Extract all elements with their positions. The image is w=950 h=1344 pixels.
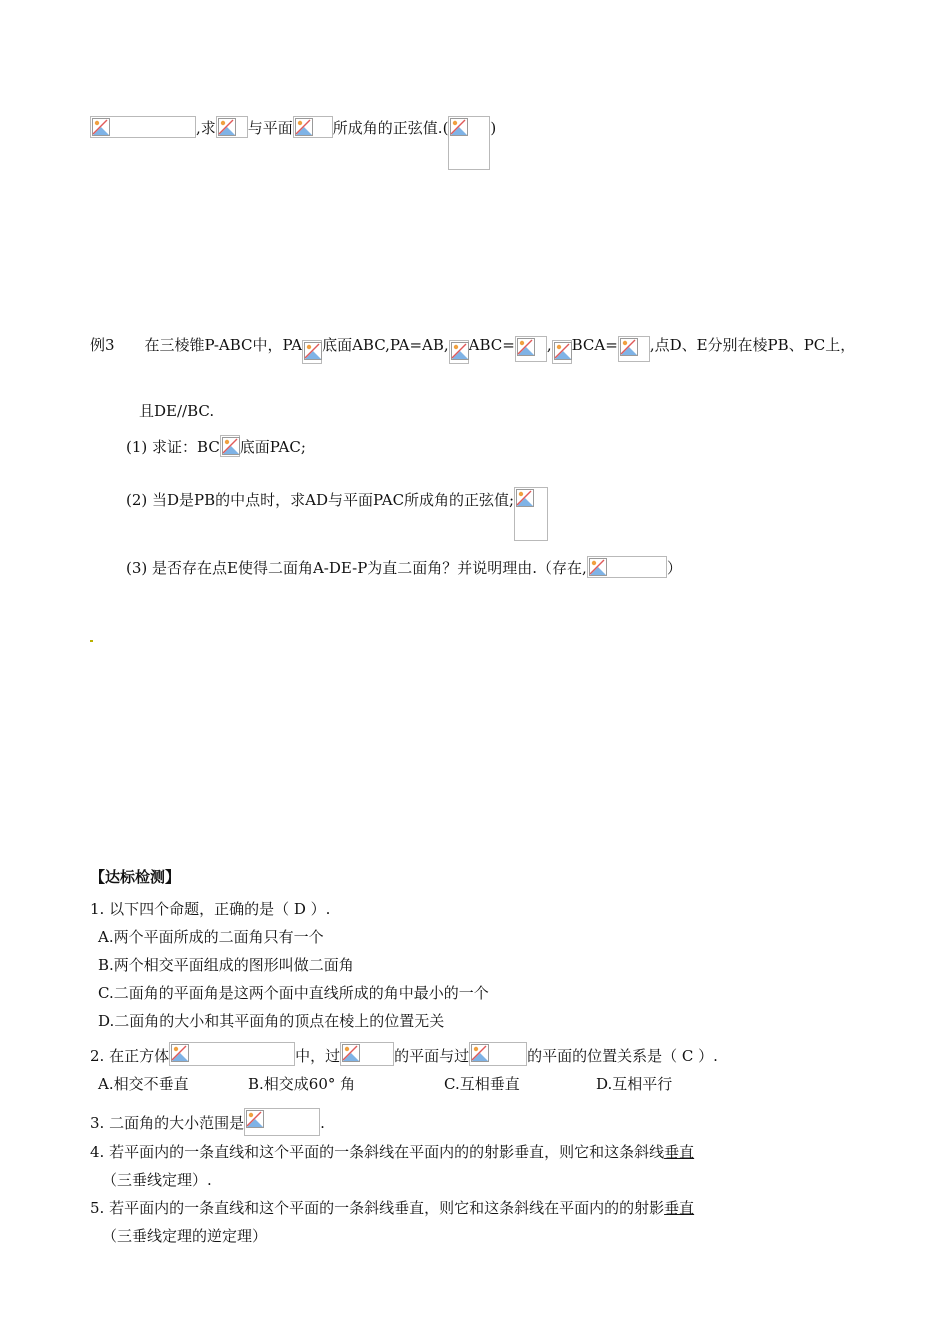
broken-image-icon [293,116,333,138]
broken-image-icon [448,116,490,170]
broken-image-icon [449,340,469,364]
text: 4. 若平面内的一条直线和这个平面的一条斜线在平面内的的射影垂直，则它和这条斜线 [90,1143,665,1161]
text: ,求 [196,119,216,137]
text: 5. 若平面内的一条直线和这个平面的一条斜线垂直，则它和这条斜线在平面内的的射影 [90,1199,665,1217]
text: , [546,336,552,354]
q5-stem [90,1198,694,1218]
line-sine-question [90,116,496,170]
text: ABC= [468,336,515,354]
broken-image-icon [587,556,667,578]
q3-stem [90,1108,325,1136]
q1-stem: 1. 以下四个命题，正确的是（ D ）. [90,900,331,918]
q1-option-c: C.二面角的平面角是这两个面中直线所成的角中最小的一个 [98,984,489,1002]
q1-option-a: A.两个平面所成的二面角只有一个 [98,928,324,946]
broken-image-icon [302,340,322,364]
q1-option-b: B.两个相交平面组成的图形叫做二面角 [98,956,354,974]
text: 在三棱锥P-ABC中，PA [144,336,303,354]
text: ) [490,119,497,137]
q2-stem [90,1042,718,1066]
example3-question-1 [126,435,306,457]
example3-continuation: 且DE//BC. [139,402,215,420]
broken-image-icon [216,116,248,138]
q2-option-a: A.相交不垂直 [98,1075,189,1093]
text: 3. 二面角的大小范围是 [90,1114,245,1132]
broken-image-icon [552,340,572,364]
text: ） [666,559,682,577]
text: ,点D、E分别在棱PB [649,336,789,354]
broken-image-icon [244,1108,320,1136]
broken-image-icon [514,487,548,541]
broken-image-icon [469,1042,527,1066]
example3-question-2 [126,487,548,541]
text: BCA= [571,336,618,354]
text: (3) 是否存在点E使得二面角A-DE-P为直二面角？并说明理由.（存在, [126,559,587,577]
text: (2) 当D是PB的中点时，求AD与平面PAC所成角的正弦值; [126,491,515,509]
text: 底面PAC; [239,438,306,456]
q5-answer: 垂直 [664,1199,695,1217]
broken-image-icon [515,336,547,362]
text: 的平面与过 [394,1047,470,1065]
broken-image-icon [618,336,650,362]
text: 中，过 [295,1047,341,1065]
q1-option-d: D.二面角的大小和其平面角的顶点在棱上的位置无关 [98,1012,445,1030]
text: 的平面的位置关系是（ C ）. [527,1047,718,1065]
q2-option-c: C.互相垂直 [444,1075,520,1093]
stray-mark [90,640,93,642]
q4-answer: 垂直 [664,1143,695,1161]
broken-image-icon [220,435,240,457]
text: (1) 求证：BC [126,438,220,456]
text: 、PC上， [788,336,856,354]
q4-note: （三垂线定理）. [102,1171,212,1189]
broken-image-icon [169,1042,295,1066]
q4-stem [90,1142,694,1162]
broken-image-icon [340,1042,394,1066]
q5-note: （三垂线定理的逆定理） [102,1227,268,1245]
text: 与平面 [247,119,293,137]
broken-image-icon [90,116,196,138]
text: 2. 在正方体 [90,1047,170,1065]
text: 所成角的正弦值.( [332,119,449,137]
example3-question-3 [126,556,682,578]
example3-statement [90,335,855,364]
section-title: 【达标检测】 [90,868,181,886]
q2-option-b: B.相交成60° 角 [248,1075,356,1093]
text: . [320,1114,325,1132]
example-label: 例3 [90,336,115,354]
q2-option-d: D.互相平行 [596,1075,673,1093]
text: 底面ABC,PA=AB, [322,336,449,354]
